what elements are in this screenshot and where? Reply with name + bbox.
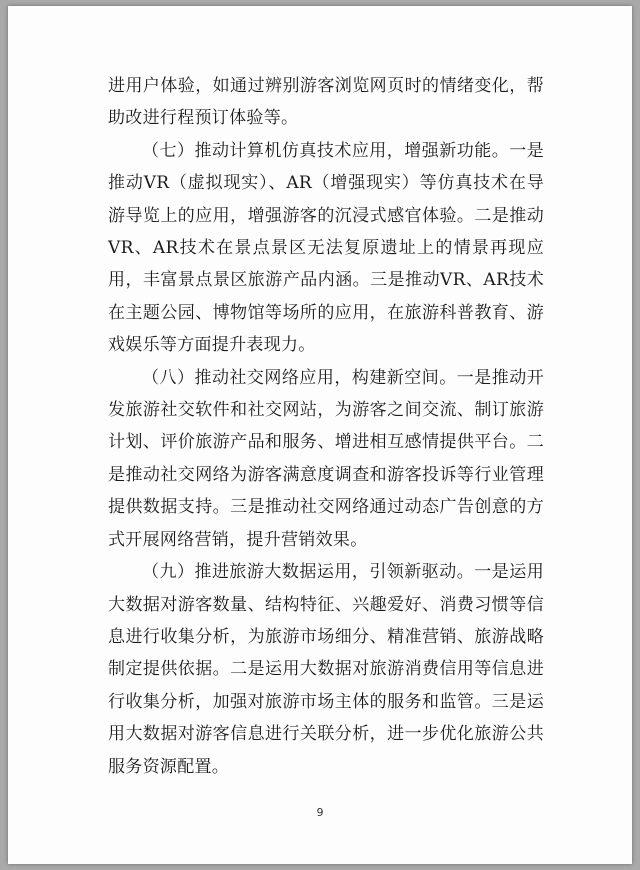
paragraph-text: 一是运用大数据对游客数量、结构特征、兴趣爱好、消费习惯等信息进行收集分析，为旅游市场细分、精准营销、旅游战略制定提供依据。二是运用大数据对旅游消费信用等信息进行收集分析，加强对旅游市场主体的服务和监管。三是运用大数据对游客信息进行关联分析，进一步优化旅游公共服务资源配置。 xyxy=(108,562,544,777)
paragraph-section-9 xyxy=(108,556,544,783)
section-heading: （八）推动社交网络应用，构建新空间。 xyxy=(142,367,457,388)
paragraph-text: 一是推动开发旅游社交软件和社交网站，为游客之间交流、制订旅游计划、评价旅游产品和服务、增进相互感情提供平台。二是推动社交网络为游客满意度调查和游客投诉等行业管理提供数据支持。三是推动社交网络通过动态广告创意的方式开展网络营销，提升营销效果。 xyxy=(108,367,544,550)
paragraph-continuation xyxy=(108,70,544,135)
page-number: 9 xyxy=(316,806,324,819)
body-text xyxy=(108,70,544,783)
section-heading: （九）推进旅游大数据运用，引领新驱动。 xyxy=(142,562,475,583)
paragraph-text: 一是推动VR（虚拟现实）、AR（增强现实）等仿真技术在导游导览上的应用，增强游客的沉浸式感官体验。二是推动VR、AR技术在景点景区无法复原遗址上的情景再现应用，丰富景点景区旅游产品内涵。三是推动VR、AR技术在主题公园、博物馆等场所的应用，在旅游科普教育、游戏娱乐等方面提升表现力。 xyxy=(108,140,544,356)
paragraph-section-8 xyxy=(108,362,544,556)
section-heading: （七）推动计算机仿真技术应用，增强新功能。 xyxy=(142,140,510,161)
document-page xyxy=(8,6,632,864)
paragraph-text: 进用户体验，如通过辨别游客浏览网页时的情绪变化，帮助改进行程预订体验等。 xyxy=(108,76,544,129)
paragraph-section-7 xyxy=(108,135,544,362)
